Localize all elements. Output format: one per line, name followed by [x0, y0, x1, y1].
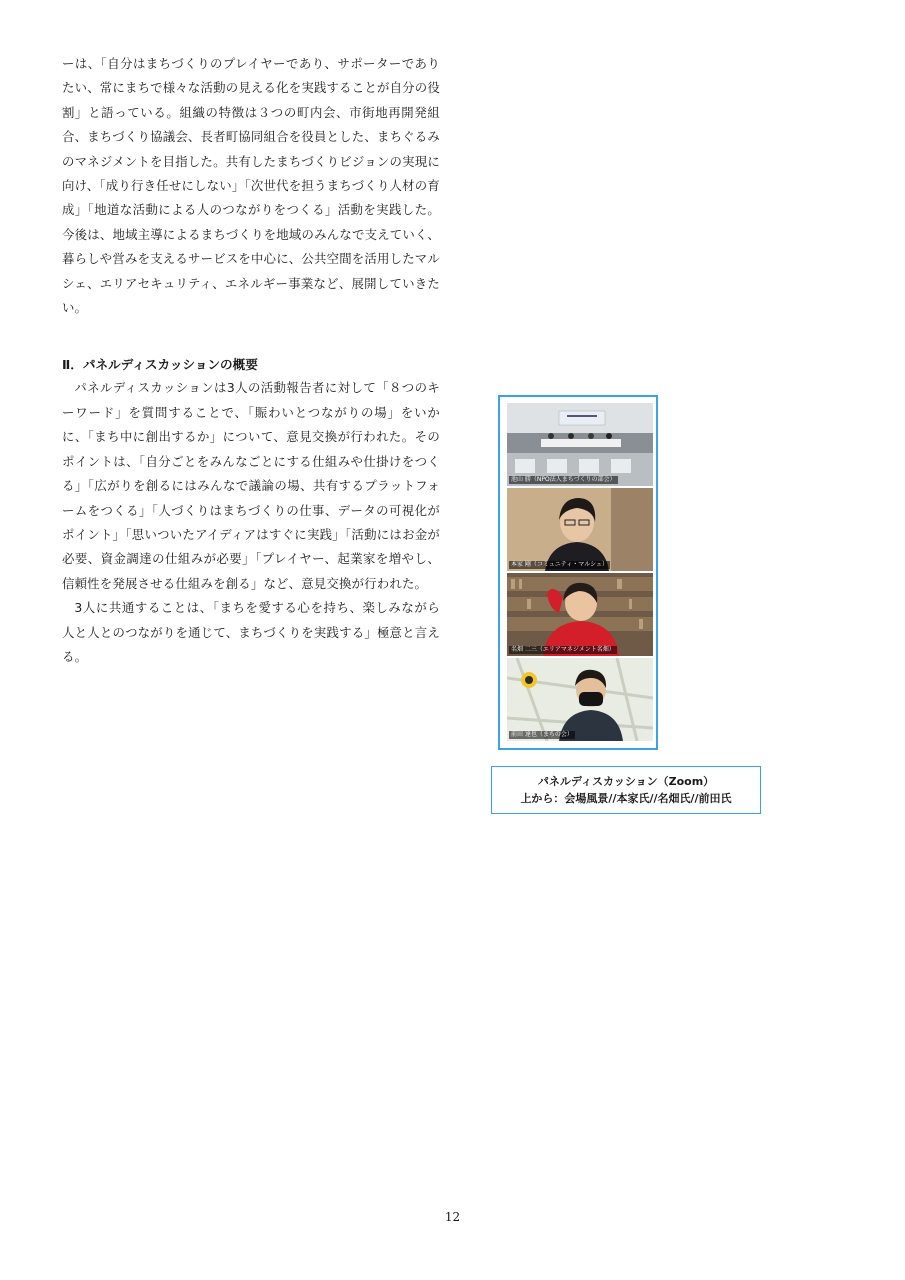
venue-photo [507, 403, 653, 486]
page-number: 12 [444, 1210, 461, 1224]
tile-caption-nabata: 名畑 二三（エリアマネジメント名畑） [511, 646, 615, 653]
body-paragraph-2: パネルディスカッションは3人の活動報告者に対して「８つのキーワード」を質問することで、「賑わいとつながりの場」をいかに、「まち中に創出するか」について、意見交換が行われた。そのポイントは、「自分ごとをみんなごとにする仕組みや仕掛けをつくる」「広がりを創るにはみんなで議論の場、共有するプラットフォームをつくる」「人づくりはまちづくりの仕事、データの可視化がポイント」「思いついたアイディアはすぐに実践」「活動にはお金が必要、資金調達の仕組みが必要」「プレイヤー、起業家を増やし、信頼性を発展させる仕組みを創る」など、意見交換が行われた。 [62, 380, 440, 591]
figure-caption-order: 上から：会場風景//本家氏//名畑氏//前田氏 [520, 792, 732, 805]
body-column [62, 52, 440, 669]
tile-caption-honke: 本家 剛（コミュニティ・マルシェ） [511, 561, 609, 568]
tile-caption-maeda: 前田 達也（まちの会） [511, 731, 573, 738]
body-paragraph-1: ーは、「自分はまちづくりのプレイヤーであり、サポーターでありたい、常にまちで様々な活動の見える化を実践することが自分の役割」と語っている。組織の特徴は３つの町内会、市街地再開発組合、まちづくり協議会、長者町協同組合を役員とした、まちぐるみのマネジメントを目指した。共有したまちづくりビジョンの実現に向け、「成り行き任せにしない」「次世代を担うまちづくり人材の育成」「地道な活動による人のつながりをつくる」活動を実践した。今後は、地域主導によるまちづくりを地域のみんなで支えていく、暮らしや営みを支えるサービスを中心に、公共空間を活用したマルシェ、エリアセキュリティ、エネルギー事業など、展開していきたい。 [62, 56, 440, 316]
tile-caption-venue: 池山 勝（NPO法人まちづくりの部会） [511, 476, 616, 483]
figure-caption [491, 766, 761, 814]
body-paragraph-3: 3人に共通することは、「まちを愛する心を持ち、楽しみながら人と人とのつながりを通じて、まちづくりを実践する」極意と言える。 [62, 600, 440, 664]
panelist-honke-photo [507, 488, 653, 571]
zoom-screenshot-figure [498, 395, 658, 750]
panelist-nabata-photo [507, 573, 653, 656]
panelist-maeda-photo [507, 658, 653, 741]
section-heading: Ⅱ．パネルディスカッションの概要 [62, 357, 258, 373]
figure-caption-title: パネルディスカッション（Zoom） [537, 775, 715, 788]
zoom-screenshot-strip [507, 403, 653, 742]
